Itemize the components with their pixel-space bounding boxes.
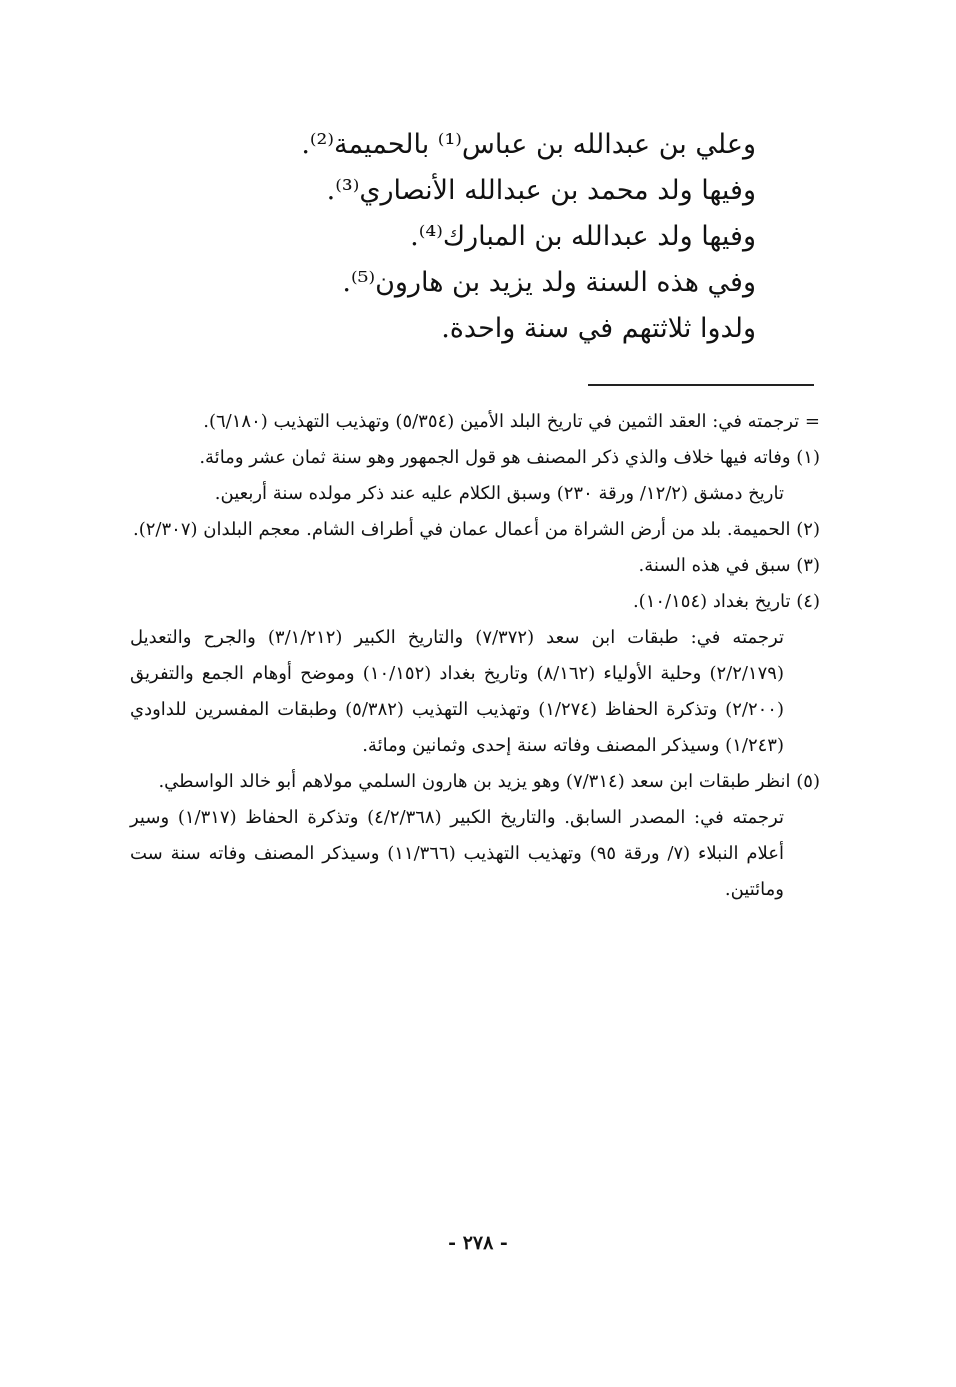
footnotes	[130, 404, 820, 908]
footnote-continuation: = ترجمته في: العقد الثمين في تاريخ البلد الأمين (٥/٣٥٤) وتهذيب التهذيب (٦/١٨٠).	[203, 411, 820, 432]
footnote-1-extra: تاريخ دمشق (١٢/٢/ ورقة ٢٣٠) وسبق الكلام عليه عند ذكر مولده سنة أربعين.	[214, 483, 784, 504]
footnote-4: (٤) تاريخ بغداد (١٠/١٥٤).	[632, 591, 820, 612]
footnote-5: (٥) انظر طبقات ابن سعد (٧/٣١٤) وهو يزيد بن هارون السلمي مولاهم أبو خالد الواسطي.	[158, 771, 820, 792]
main-text	[156, 122, 756, 352]
footnote-2: (٢) الحميمة. بلد من أرض الشراة من أعمال عمان في أطراف الشام. معجم البلدان (٢/٣٠٧).	[133, 519, 820, 540]
footnote-3: (٣) سبق في هذه السنة.	[638, 555, 820, 576]
footnote-1: (١) وفاته فيها خلاف والذي ذكر المصنف هو قول الجمهور وهو سنة ثمان عشر ومائة.	[199, 447, 820, 468]
footnote-5-extra: ترجمته في: المصدر السابق. والتاريخ الكبير (٤/٢/٣٦٨) وتذكرة الحفاظ (١/٣١٧) وسير أعلام النبلاء (٧/ ورقة ٩٥) وتهذيب التهذيب (١١/٣٦٦) وسيذكر المصنف وفاته سنة ست ومائتين.	[130, 807, 784, 900]
footnote-4-extra: ترجمته في: طبقات ابن سعد (٧/٣٧٢) والتاريخ الكبير (٣/١/٢١٢) والجرح والتعديل (٢/٢/١٧٩) وحلية الأولياء (٨/١٦٢) وتاريخ بغداد (١٠/١٥٢) وموضح أوهام الجمع والتفريق (٢/٢٠٠) وتذكرة الحفاظ (١/٢٧٤) وتهذيب التهذيب (٥/٣٨٢) وطبقات المفسرين للداودي (١/٢٤٣) وسيذكر المصنف وفاته سنة إحدى وثمانين ومائة.	[130, 627, 784, 756]
footnote-separator	[588, 384, 814, 386]
main-line: وفيها ولد محمد بن عبدالله الأنصاري⁽³⁾.	[326, 175, 756, 206]
main-line: وعلي بن عبدالله بن عباس⁽¹⁾ بالحميمة⁽²⁾.	[301, 129, 756, 160]
page-number: - ٢٧٨ -	[448, 1232, 508, 1254]
main-line: وفيها ولد عبدالله بن المبارك⁽⁴⁾.	[410, 221, 756, 252]
main-line: ولدوا ثلاثتهم في سنة واحدة.	[441, 313, 756, 344]
main-line: وفي هذه السنة ولد يزيد بن هارون⁽⁵⁾.	[342, 267, 756, 298]
